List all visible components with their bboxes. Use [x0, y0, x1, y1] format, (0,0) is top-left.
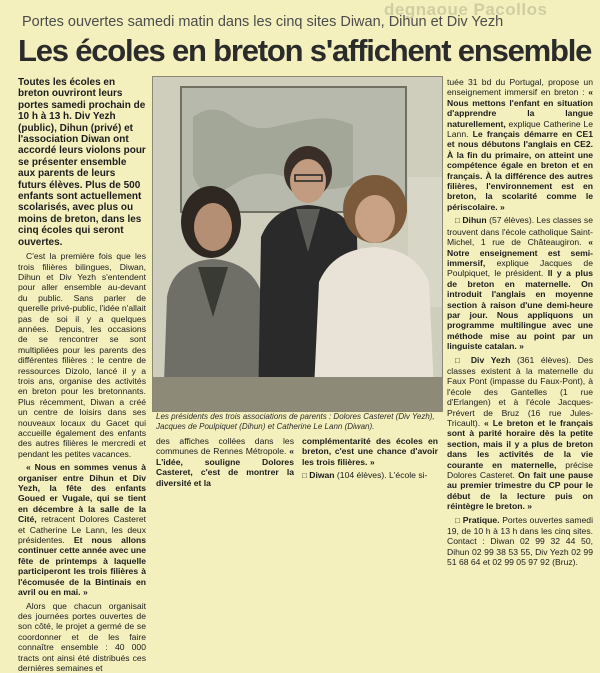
quote-text: « Le breton et le français sont à parité horaire dès la petite section, mais il y a plus de breton dans les activités de la vie courante en maternelle, [447, 418, 593, 470]
headline: Les écoles en breton s'affichent ensemble [18, 33, 598, 69]
attribution-text: précise Dolores Casteret. [447, 460, 593, 480]
paragraph [447, 77, 593, 212]
practical-info [447, 515, 593, 568]
quote-text: « Nous mettons l'enfant en situation d'apprendre la langue naturellement, [447, 87, 593, 128]
square-bullet-icon: □ [455, 216, 460, 225]
school-entry-diwan [302, 470, 438, 481]
attribution-text: explique Jacques de Poulpiquet, le président. [447, 258, 593, 278]
quote-text: « L'idée, souligne Dolores Casteret, c'est de montrer la diversité et la [156, 446, 294, 487]
practical-label: Pratique. [463, 515, 500, 525]
paragraph [156, 436, 294, 488]
school-text: (361 élèves). Des classes existent à la maternelle du Faux Pont (impasse du Faux-Pont), à l'école des Gantelles (1 rue d'Erlangen) et à l'école Jacques-Prévert de Bruz (16 rue Jules-Tricault). [447, 355, 593, 428]
paragraph: Alors que chacun organisait des journées portes ouvertes de son côté, le projet a germé de se coordonner et de les faire connaître ensemble : 40 000 tracts ont ainsi été distribués ces dernières semaines et [18, 601, 146, 673]
attribution-text: explique Catherine Le Lann. [447, 119, 593, 139]
school-entry-divyezh [447, 355, 593, 512]
paragraph: C'est la première fois que les trois filières bilingues, Diwan, Dihun et Div Yezh s'entendent pour aller ensemble au-devant du public. Sans parler de querelle privé-public, l'idée n'allait pas de soi il y a quelques années. Depuis, les occasions de se rencontrer se sont multipliées pour les parents des différentes filières : le centre de ressources Dizolo, lancé il y a trois ans, organise des activités en breton pour les bretonnants. Plus récemment, Diwan a créé un centre de loisirs dans ses nouveaux locaux du Gacet qui accueille également des enfants des autres filières le mercredi et pendant les petites vacances. [18, 251, 146, 459]
paragraph-text: des affiches collées dans les communes de Rennes Métropole. [156, 436, 294, 456]
photo-illustration [153, 77, 442, 411]
quote-paragraph: complémentarité des écoles en breton, c'est une chance d'avoir les trois filières. » [302, 436, 438, 467]
practical-text: Portes ouvertes samedi 19, de 10 h à 13 h dans les cinq sites. Contact : Diwan 02 99 32 44 50, Dihun 02 99 38 53 55, Div Yezh 02 99 51 68 64 et 02 99 05 97 92 (Bruz). [447, 515, 593, 568]
article-column-2 [156, 436, 294, 509]
quote-text: On fait une pause au premier trimestre du CP pour le début de la lecture puis on réintègre le breton. » [447, 470, 593, 511]
school-text: (57 élèves). Les classes se trouvent dans l'école catholique Saint-Michel, 1 rue de Châteaugiron. [447, 215, 593, 247]
kicker-subtitle: Portes ouvertes samedi matin dans les cinq sites Diwan, Dihun et Div Yezh [22, 14, 592, 30]
quote-text: Et nous allons continuer cette année avec une fête de printemps à laquelle participeront les trois filières à l'écomusée de la Bintinais en avril ou en mai. » [18, 535, 146, 597]
photo-caption: Les présidents des trois associations de parents : Dolores Casteret (Div Yezh), Jacques de Poulpiquet (Dihun) et Catherine Le Lann (Diwan). [156, 412, 438, 432]
square-bullet-icon: □ [302, 471, 307, 480]
quote-text: Le français démarre en CE1 et nous débutons l'anglais en CE2. À la fin du primaire, on atteint une compétence égale en breton et en français. À la différence des autres filières, l'environnement est en breton, la scolarité comme le périscolaire. » [447, 129, 593, 212]
article-column-3 [302, 436, 438, 509]
school-entry-dihun [447, 215, 593, 351]
photo [152, 76, 443, 412]
background-page-heading: degnaoue Pacollos [384, 0, 600, 20]
lead-paragraph: Toutes les écoles en breton ouvriront leurs portes samedi prochain de 10 h à 13 h. Div Yezh (public), Dihun (privé) et l'association Diwan ont accordé leurs violons pour se présenter ensemble aux parents de leurs futurs élèves. Plus de 500 enfants sont actuellement scolarisés, avec plus ou moins de breton, dans les cinq écoles qui seront ouvertes. [18, 77, 146, 248]
article-column-1 [18, 77, 146, 509]
quote-text: « Nous en sommes venus à organiser entre Dihun et Div Yezh, la fête des enfants Goued er Vugale, qui se tient en décembre à la salle de la Cité, [18, 462, 146, 524]
quote-text: Il y a plus de breton en maternelle. On introduit l'anglais en moyenne section à raison d'une demi-heure par jour. Nous appliquons un programme multilingue avec une méthode mise au point par un linguiste catalan. » [447, 268, 593, 351]
attribution-text: retracent Dolores Casteret et Catherine Le Lann, les deux présidentes. [18, 514, 146, 545]
quote-paragraph [18, 462, 146, 597]
school-label: Div Yezh [471, 355, 511, 365]
school-text: (104 élèves). L'école si- [335, 470, 428, 480]
school-label: Dihun [462, 215, 486, 225]
school-label: Diwan [309, 470, 334, 480]
paragraph-text: tuée 31 bd du Portugal, propose un enseignement immersif en breton : [447, 77, 593, 97]
article-column-4 [447, 77, 593, 509]
square-bullet-icon: □ [455, 516, 460, 525]
quote-text: « Notre enseignement est semi-immersif, [447, 237, 593, 268]
square-bullet-icon: □ [455, 356, 464, 365]
